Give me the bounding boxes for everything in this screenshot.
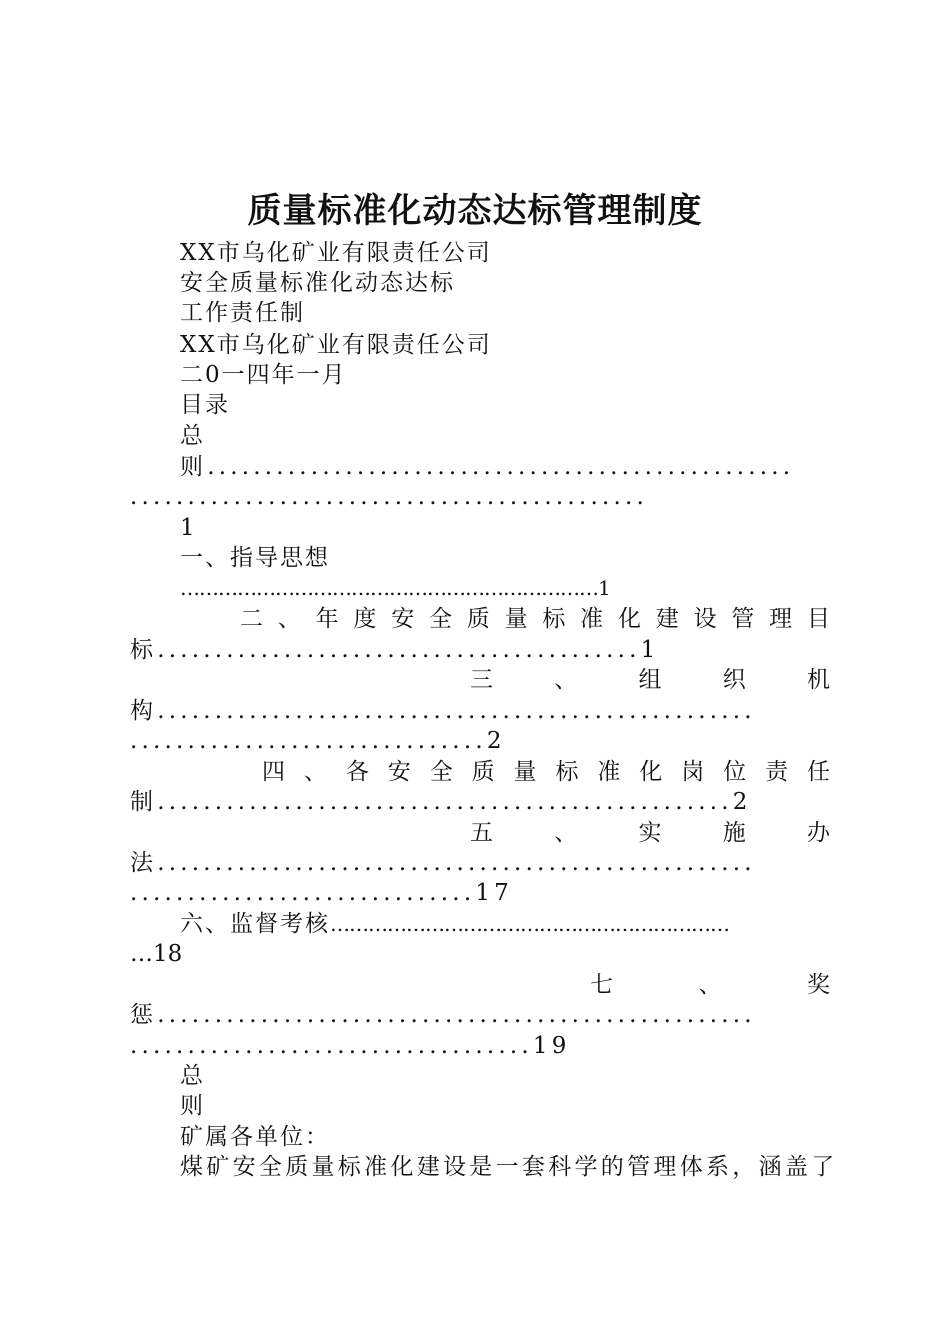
- item2-char-15: 目: [806, 606, 830, 632]
- toc-item-4-line-2: 制..................................................2: [130, 789, 752, 815]
- item2-char-13: 管: [731, 606, 755, 632]
- item2-char-6: 质: [466, 606, 490, 632]
- item5-char-1: 、: [554, 820, 578, 846]
- toc-item-3-line-1: [470, 665, 830, 695]
- item7-char-2: 奖: [807, 972, 830, 998]
- item4-char-10: 岗: [681, 759, 705, 785]
- document-title: 质量标准化动态达标管理制度: [247, 191, 703, 231]
- item2-char-11: 建: [655, 606, 679, 632]
- section-heading-b: 则: [180, 1093, 205, 1119]
- item2-char-5: 全: [428, 606, 452, 632]
- item4-char-3: 安: [387, 759, 411, 785]
- item3-char-1: 、: [554, 667, 578, 693]
- toc-item-6-label: 六、监督考核: [180, 911, 330, 937]
- toc-general-b: 则: [180, 454, 208, 480]
- toc-item-6-dots: ………………………………………………………: [330, 912, 729, 936]
- toc-general-dots: ...................................................: [207, 454, 795, 480]
- toc-title: 目录: [180, 392, 230, 418]
- item4-char-12: 责: [765, 759, 789, 785]
- toc-item-2-line-1: [240, 604, 830, 634]
- toc-item-4-line-1: [262, 757, 830, 787]
- item2-char-8: 标: [542, 606, 566, 632]
- item7-char-1: 、: [698, 972, 722, 998]
- toc-item-1-dots: …………………………………………………………1: [180, 576, 610, 600]
- document-date: 二0一四年一月: [180, 362, 347, 388]
- toc-item-1-label: 一、指导思想: [180, 545, 330, 571]
- item4-char-4: 全: [429, 759, 453, 785]
- item5-char-4: 办: [807, 820, 830, 846]
- item3-char-0: 三: [470, 667, 493, 693]
- toc-general-row: [180, 452, 794, 482]
- item4-char-9: 化: [639, 759, 663, 785]
- item4-char-2: 各: [345, 759, 369, 785]
- toc-item-5-line-2: 法....................................................: [130, 850, 756, 876]
- subtitle-line-2: 工作责任制: [180, 300, 305, 326]
- item4-char-6: 量: [513, 759, 537, 785]
- item4-char-7: 标: [555, 759, 579, 785]
- toc-item-5-line-3: ..............................17: [130, 880, 513, 906]
- item5-char-2: 实: [638, 820, 662, 846]
- item2-char-7: 量: [504, 606, 528, 632]
- toc-item-3-line-2: 构....................................................: [130, 698, 756, 724]
- section-heading-a: 总: [180, 1063, 205, 1089]
- company-name: XX市乌化矿业有限责任公司: [180, 240, 492, 266]
- item2-char-0: 二: [240, 606, 263, 632]
- addressee: 矿属各单位：: [180, 1124, 330, 1150]
- company-name-2: XX市乌化矿业有限责任公司: [180, 332, 492, 358]
- item2-char-3: 度: [353, 606, 377, 632]
- item4-char-5: 质: [471, 759, 495, 785]
- item4-char-11: 位: [723, 759, 747, 785]
- toc-item-7-line-2: 惩....................................................: [130, 1002, 756, 1028]
- item4-char-0: 四: [262, 759, 285, 785]
- item5-char-0: 五: [470, 820, 493, 846]
- toc-item-6-row: [180, 909, 729, 939]
- toc-general-a: 总: [180, 423, 205, 449]
- item4-char-8: 准: [597, 759, 621, 785]
- item2-char-2: 年: [315, 606, 339, 632]
- toc-general-page: 1: [180, 515, 197, 541]
- item4-char-1: 、: [303, 759, 327, 785]
- item2-char-4: 安: [391, 606, 415, 632]
- item2-char-10: 化: [617, 606, 641, 632]
- item2-char-1: 、: [277, 606, 301, 632]
- toc-item-2-line-2: 标..........................................1: [130, 637, 660, 663]
- item2-char-14: 理: [769, 606, 793, 632]
- toc-item-3-line-3: ...............................2: [130, 728, 506, 754]
- toc-item-6-line-2: …18: [130, 941, 183, 967]
- item2-char-12: 设: [693, 606, 717, 632]
- toc-item-5-line-1: [470, 818, 830, 848]
- item5-char-3: 施: [722, 820, 746, 846]
- body-paragraph: 煤矿安全质量标准化建设是一套科学的管理体系，涵盖了: [180, 1154, 838, 1180]
- item2-char-9: 准: [580, 606, 604, 632]
- item4-char-13: 任: [806, 759, 830, 785]
- toc-item-7-line-3: ...................................19: [130, 1033, 571, 1059]
- subtitle-line-1: 安全质量标准化动态达标: [180, 270, 455, 296]
- toc-item-7-line-1: [590, 970, 830, 1000]
- item3-char-2: 组: [638, 667, 662, 693]
- item7-char-0: 七: [590, 972, 613, 998]
- item3-char-3: 织: [722, 667, 746, 693]
- toc-general-dots-2: .............................................: [130, 484, 648, 510]
- item3-char-4: 机: [807, 667, 830, 693]
